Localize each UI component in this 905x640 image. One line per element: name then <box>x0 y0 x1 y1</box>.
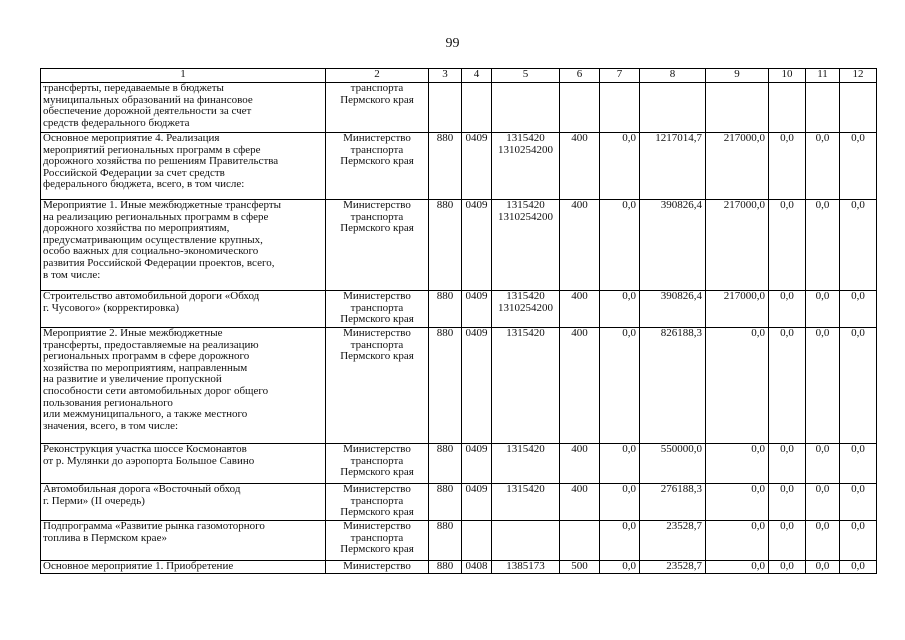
target-article-cell <box>492 521 560 561</box>
value-cell-11: 0,0 <box>806 444 840 484</box>
row-name-line: обеспечение дорожной деятельности за счет <box>43 105 252 118</box>
value-cell-9: 0,0 <box>706 484 769 521</box>
executor-line: Пермского края <box>340 506 414 519</box>
column-header: 7 <box>600 69 640 83</box>
target-article-cell <box>492 444 560 484</box>
row-name-line: федерального бюджета, всего, в том числе: <box>43 178 245 191</box>
grbs-code-cell: 880 <box>429 444 462 484</box>
executor-line: транспорта <box>350 454 404 467</box>
executor-line: Пермского края <box>340 93 414 106</box>
row-name-line: Российской Федерации за счет средств <box>43 166 225 179</box>
value-cell-8: 1217014,7 <box>640 133 706 200</box>
row-name-line: развития Российской Федерации проектов, всего, <box>43 256 275 269</box>
grbs-code-cell: 880 <box>429 484 462 521</box>
row-name-line: способности сети автомобильных дорог общего <box>43 384 269 397</box>
executor-cell <box>326 561 429 574</box>
section-code-cell <box>462 83 492 133</box>
row-name-cell <box>41 133 326 200</box>
target-article-code: 1315420 <box>506 443 545 455</box>
grbs-code-cell: 880 <box>429 521 462 561</box>
expense-type-cell <box>560 521 600 561</box>
target-article-cell <box>492 133 560 200</box>
row-name-line: особо важных для социально-экономического <box>43 245 259 258</box>
page-number: 99 <box>445 36 460 51</box>
value-cell-8 <box>640 83 706 133</box>
value-cell-7: 0,0 <box>600 133 640 200</box>
value-cell-12 <box>840 83 877 133</box>
expense-type-cell: 400 <box>560 200 600 291</box>
executor-cell <box>326 328 429 444</box>
table-row <box>41 83 877 133</box>
row-name-cell <box>41 291 326 328</box>
executor-line: транспорта <box>350 210 404 223</box>
table-row <box>41 484 877 521</box>
value-cell-10 <box>769 83 806 133</box>
row-name-line: значения, всего, в том числе: <box>43 419 179 432</box>
executor-line: Министерство <box>343 520 411 532</box>
row-name-line: хозяйства по мероприятиям, направленным <box>43 361 248 374</box>
executor-line: транспорта <box>350 82 404 94</box>
value-cell-9: 0,0 <box>706 444 769 484</box>
target-article-code: 1310254200 <box>498 143 553 156</box>
row-name-line: Мероприятие 1. Иные межбюджетные трансферты <box>43 199 282 211</box>
table-row <box>41 444 877 484</box>
value-cell-7: 0,0 <box>600 291 640 328</box>
value-cell-9: 217000,0 <box>706 200 769 291</box>
executor-cell <box>326 521 429 561</box>
column-header: 4 <box>462 69 492 83</box>
value-cell-7: 0,0 <box>600 561 640 574</box>
grbs-code-cell: 880 <box>429 200 462 291</box>
section-code-cell: 0409 <box>462 484 492 521</box>
expense-type-cell <box>560 83 600 133</box>
row-name-line: трансферты, предоставляемые на реализацию <box>43 338 259 351</box>
executor-line: транспорта <box>350 143 404 156</box>
grbs-code-cell <box>429 83 462 133</box>
value-cell-12: 0,0 <box>840 521 877 561</box>
target-article-cell <box>492 83 560 133</box>
row-name-line: г. Перми» (II очередь) <box>43 494 145 507</box>
value-cell-10: 0,0 <box>769 328 806 444</box>
section-code-cell <box>462 521 492 561</box>
value-cell-11: 0,0 <box>806 200 840 291</box>
value-cell-10: 0,0 <box>769 521 806 561</box>
executor-line: транспорта <box>350 338 404 351</box>
value-cell-10: 0,0 <box>769 200 806 291</box>
row-name-line: топлива в Пермском крае» <box>43 531 167 544</box>
row-name-line: региональных программ в сфере дорожного <box>43 350 250 363</box>
row-name-cell <box>41 328 326 444</box>
executor-cell <box>326 200 429 291</box>
table-row <box>41 521 877 561</box>
target-article-cell <box>492 291 560 328</box>
grbs-code-cell: 880 <box>429 328 462 444</box>
value-cell-12: 0,0 <box>840 328 877 444</box>
table-row <box>41 291 877 328</box>
value-cell-11 <box>806 83 840 133</box>
grbs-code-cell: 880 <box>429 291 462 328</box>
executor-line: Министерство <box>343 327 411 339</box>
value-cell-10: 0,0 <box>769 561 806 574</box>
table-row <box>41 328 877 444</box>
target-article-code: 1315420 <box>506 132 545 144</box>
row-name-line: Основное мероприятие 4. Реализация <box>43 132 220 144</box>
section-code-cell: 0409 <box>462 133 492 200</box>
column-header: 2 <box>326 69 429 83</box>
value-cell-9: 217000,0 <box>706 291 769 328</box>
column-header: 9 <box>706 69 769 83</box>
executor-line: транспорта <box>350 494 404 507</box>
executor-cell <box>326 484 429 521</box>
executor-cell <box>326 133 429 200</box>
value-cell-9 <box>706 83 769 133</box>
column-header: 1 <box>41 69 326 83</box>
row-name-line: в том числе: <box>43 268 101 281</box>
executor-line: Министерство <box>343 483 411 495</box>
row-name-cell <box>41 484 326 521</box>
section-code-cell: 0408 <box>462 561 492 574</box>
value-cell-11: 0,0 <box>806 328 840 444</box>
row-name-cell <box>41 200 326 291</box>
value-cell-10: 0,0 <box>769 133 806 200</box>
column-header: 10 <box>769 69 806 83</box>
value-cell-12: 0,0 <box>840 291 877 328</box>
executor-line: Министерство <box>343 560 411 572</box>
expense-type-cell: 400 <box>560 444 600 484</box>
value-cell-7: 0,0 <box>600 521 640 561</box>
target-article-cell <box>492 484 560 521</box>
grbs-code-cell: 880 <box>429 561 462 574</box>
value-cell-12: 0,0 <box>840 444 877 484</box>
row-name-cell <box>41 444 326 484</box>
row-name-line: Реконструкция участка шоссе Космонавтов <box>43 443 247 455</box>
expense-type-cell: 400 <box>560 291 600 328</box>
value-cell-12: 0,0 <box>840 561 877 574</box>
budget-table <box>40 68 877 574</box>
value-cell-8: 550000,0 <box>640 444 706 484</box>
row-name-line: Строительство автомобильной дороги «Обход <box>43 290 260 302</box>
target-article-code: 1310254200 <box>498 301 553 314</box>
executor-line: Министерство <box>343 132 411 144</box>
value-cell-7: 0,0 <box>600 200 640 291</box>
row-name-line: Основное мероприятие 1. Приобретение <box>43 560 234 572</box>
row-name-line: от р. Мулянки до аэропорта Большое Савино <box>43 454 255 467</box>
row-name-line: средств федерального бюджета <box>43 116 190 129</box>
executor-line: транспорта <box>350 301 404 314</box>
value-cell-7: 0,0 <box>600 444 640 484</box>
value-cell-7: 0,0 <box>600 328 640 444</box>
executor-cell <box>326 444 429 484</box>
row-name-line: Подпрограмма «Развитие рынка газомоторного <box>43 520 265 532</box>
section-code-cell: 0409 <box>462 200 492 291</box>
row-name-cell <box>41 521 326 561</box>
executor-line: Пермского края <box>340 155 414 168</box>
row-name-line: на развитие и увеличение пропускной <box>43 373 222 386</box>
value-cell-11: 0,0 <box>806 133 840 200</box>
row-name-line: муниципальных образований на финансовое <box>43 93 253 106</box>
value-cell-9: 0,0 <box>706 328 769 444</box>
target-article-code: 1315420 <box>506 290 545 302</box>
section-code-cell: 0409 <box>462 328 492 444</box>
executor-line: Пермского края <box>340 543 414 556</box>
column-header: 3 <box>429 69 462 83</box>
column-header: 12 <box>840 69 877 83</box>
executor-cell <box>326 291 429 328</box>
value-cell-8: 23528,7 <box>640 521 706 561</box>
executor-line: Пермского края <box>340 350 414 363</box>
target-article-cell <box>492 561 560 574</box>
column-header: 5 <box>492 69 560 83</box>
value-cell-12: 0,0 <box>840 133 877 200</box>
row-name-cell <box>41 83 326 133</box>
value-cell-10: 0,0 <box>769 291 806 328</box>
value-cell-11: 0,0 <box>806 521 840 561</box>
executor-line: Пермского края <box>340 222 414 235</box>
value-cell-9: 0,0 <box>706 561 769 574</box>
row-name-line: предусматривающим осуществление крупных, <box>43 233 263 246</box>
table-row <box>41 200 877 291</box>
target-article-cell <box>492 328 560 444</box>
column-header: 8 <box>640 69 706 83</box>
grbs-code-cell: 880 <box>429 133 462 200</box>
table-row <box>41 133 877 200</box>
target-article-code: 1315420 <box>506 327 545 339</box>
value-cell-11: 0,0 <box>806 561 840 574</box>
expense-type-cell: 400 <box>560 133 600 200</box>
row-name-line: дорожного хозяйства по решениям Правительства <box>43 155 279 168</box>
value-cell-12: 0,0 <box>840 484 877 521</box>
column-header: 11 <box>806 69 840 83</box>
target-article-code: 1310254200 <box>498 210 553 223</box>
target-article-cell <box>492 200 560 291</box>
executor-line: Пермского края <box>340 466 414 479</box>
row-name-line: пользования регионального <box>43 396 173 409</box>
executor-line: Министерство <box>343 443 411 455</box>
value-cell-8: 276188,3 <box>640 484 706 521</box>
value-cell-7 <box>600 83 640 133</box>
value-cell-11: 0,0 <box>806 291 840 328</box>
section-code-cell: 0409 <box>462 444 492 484</box>
value-cell-9: 0,0 <box>706 521 769 561</box>
executor-line: транспорта <box>350 531 404 544</box>
column-number-row <box>41 69 877 83</box>
row-name-cell <box>41 561 326 574</box>
section-code-cell: 0409 <box>462 291 492 328</box>
column-header: 6 <box>560 69 600 83</box>
target-article-code: 1315420 <box>506 199 545 211</box>
row-name-line: мероприятий региональных программ в сфере <box>43 143 261 156</box>
value-cell-10: 0,0 <box>769 444 806 484</box>
value-cell-12: 0,0 <box>840 200 877 291</box>
expense-type-cell: 500 <box>560 561 600 574</box>
row-name-line: Автомобильная дорога «Восточный обход <box>43 483 241 495</box>
value-cell-8: 826188,3 <box>640 328 706 444</box>
value-cell-10: 0,0 <box>769 484 806 521</box>
target-article-code: 1315420 <box>506 483 545 495</box>
value-cell-8: 390826,4 <box>640 291 706 328</box>
value-cell-7: 0,0 <box>600 484 640 521</box>
value-cell-11: 0,0 <box>806 484 840 521</box>
row-name-line: трансферты, передаваемые в бюджеты <box>43 82 224 94</box>
target-article-code: 1385173 <box>506 560 545 572</box>
executor-line: Пермского края <box>340 313 414 326</box>
table-row <box>41 561 877 574</box>
row-name-line: г. Чусового» (корректировка) <box>43 301 180 314</box>
row-name-line: Мероприятие 2. Иные межбюджетные <box>43 327 223 339</box>
row-name-line: дорожного хозяйства по мероприятиям, <box>43 222 230 235</box>
executor-line: Министерство <box>343 199 411 211</box>
value-cell-8: 390826,4 <box>640 200 706 291</box>
table-body <box>41 83 877 574</box>
row-name-line: на реализацию региональных программ в сфере <box>43 210 269 223</box>
executor-line: Министерство <box>343 290 411 302</box>
expense-type-cell: 400 <box>560 484 600 521</box>
executor-cell <box>326 83 429 133</box>
value-cell-8: 23528,7 <box>640 561 706 574</box>
expense-type-cell: 400 <box>560 328 600 444</box>
value-cell-9: 217000,0 <box>706 133 769 200</box>
row-name-line: или межмуниципального, а также местного <box>43 408 248 421</box>
